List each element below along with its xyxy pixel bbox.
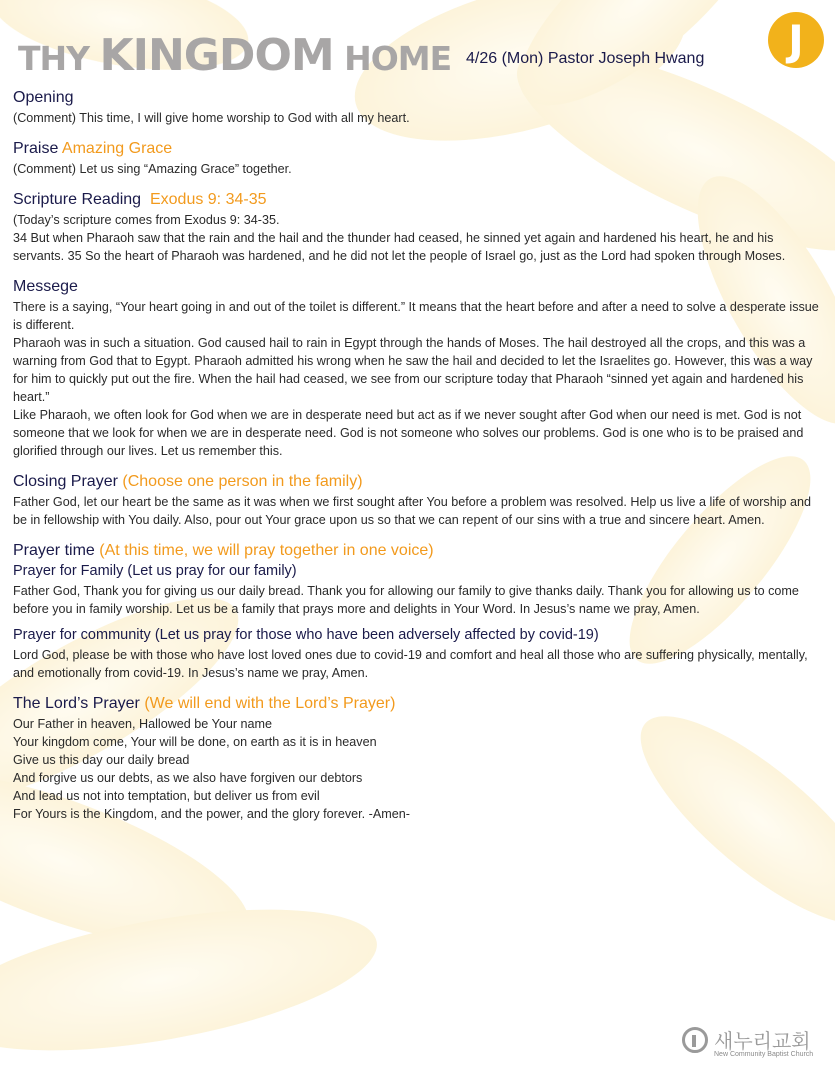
lords-prayer-heading (13, 694, 825, 714)
lords-prayer-line: Your kingdom come, Your will be done, on earth as it is in heaven (13, 735, 377, 749)
closing-prayer-heading (13, 472, 825, 492)
logo-letter: J (788, 16, 804, 65)
message-heading: Messege (13, 278, 78, 295)
closing-prayer-heading-label: Closing Prayer (13, 473, 118, 490)
scripture-heading-label: Scripture Reading (13, 191, 142, 208)
praise-section (13, 139, 825, 178)
opening-text: (Comment) This time, I will give home worship to God with all my heart. (13, 111, 410, 125)
lords-prayer-section (13, 694, 825, 823)
praise-heading (13, 139, 825, 159)
praise-song: Amazing Grace (61, 140, 173, 157)
lords-prayer-line: Give us this day our daily bread (13, 753, 190, 767)
prayer-time-heading-label: Prayer time (13, 542, 95, 559)
message-paragraph: There is a saying, “Your heart going in and out of the toilet is different.” It means that the heart before and after a need to solve a desperate issue is different. (13, 300, 819, 332)
scripture-intro: (Today’s scripture comes from Exodus 9: 34-35. (13, 213, 280, 227)
family-prayer-text: Father God, Thank you for giving us our daily bread. Thank you for allowing our family to give thanks daily. Thank you for allowing us to come before you in family worship. Let us be a family that prays more and delights in Your Word. In Jesus’s name we pray, Amen. (13, 584, 799, 616)
closing-prayer-text: Father God, let our heart be the same as it was when we first sought after You before a problem was resolved. Help us live a life of worship and be in fellowship with You daily. Also, pour out Your grace upon us so that we can repent of our sins with a true and sincere heart. Amen. (13, 495, 812, 527)
title-kingdom: KINGDOM (99, 30, 334, 81)
prayer-time-section (13, 541, 825, 682)
prayer-time-note: (At this time, we will pray together in one voice) (99, 542, 434, 559)
message-paragraph: Pharaoh was in such a situation. God caused hail to rain in Egypt through the hands of Moses. The hail destroyed all the crops, and this was a warning from God that to Egypt. Pharaoh admitted his wrong when he saw the hail and decided to let the Israelites go. However, this was a way for him to quickly put out the fire. When the hail had ceased, we see from our scripture today that Pharaoh “sinned yet again and hardened his heart.” (13, 336, 813, 404)
church-logo-icon (768, 12, 824, 68)
scripture-reference: Exodus 9: 34-35 (149, 191, 267, 208)
opening-heading: Opening (13, 89, 74, 106)
message-paragraph: Like Pharaoh, we often look for God when we are in desperate need but act as if we never sought after God when our need is met. God is not someone that we look for when we are in desperate need. God is not someone who solves our problems. God is one who is to be praised and glorified through our lives. Let us remember this. (13, 408, 804, 458)
church-name-korean: 새누리교회 (714, 1029, 811, 1053)
praise-heading-label: Praise (13, 140, 59, 157)
community-prayer-heading: Prayer for community (Let us pray for those who have been adversely affected by covid-19) (13, 627, 599, 643)
scripture-section (13, 190, 825, 265)
page-title (18, 30, 452, 81)
community-prayer-text: Lord God, please be with those who have lost loved ones due to covid-19 and comfort and heal all those who are suffering physically, mentally, and emotionally from covid-19. In Jesus’s name we pray, Amen. (13, 648, 808, 680)
family-prayer-heading: Prayer for Family (Let us pray for our family) (13, 563, 297, 579)
scripture-heading (13, 190, 825, 210)
closing-prayer-note: (Choose one person in the family) (122, 473, 363, 490)
opening-section (13, 88, 825, 127)
lords-prayer-line: And lead us not into temptation, but deliver us from evil (13, 789, 320, 803)
lords-prayer-note: (We will end with the Lord’s Prayer) (144, 695, 396, 712)
lords-prayer-heading-label: The Lord’s Prayer (13, 695, 140, 712)
scripture-verses: 34 But when Pharaoh saw that the rain and the hail and the thunder had ceased, he sinned yet again and hardened his heart, he and his servants. 35 So the heart of Pharaoh was hardened, and he did not let the people of Israel go, just as the Lord had spoken through Moses. (13, 231, 786, 263)
lords-prayer-line: Our Father in heaven, Hallowed be Your name (13, 717, 273, 731)
church-emblem-icon (682, 1027, 708, 1053)
church-name-english: New Community Baptist Church (714, 1051, 814, 1058)
message-section (13, 277, 825, 460)
closing-prayer-section (13, 472, 825, 529)
worship-content (13, 88, 825, 835)
title-text (18, 30, 452, 81)
lords-prayer-line: For Yours is the Kingdom, and the power, and the glory forever. -Amen- (13, 807, 410, 821)
lords-prayer-line: And forgive us our debts, as we also have forgiven our debtors (13, 771, 363, 785)
church-footer-logo (682, 1025, 830, 1065)
prayer-time-heading (13, 541, 825, 561)
date-pastor: 4/26 (Mon) Pastor Joseph Hwang (466, 50, 705, 67)
title-thy: THY (18, 39, 100, 78)
praise-text: (Comment) Let us sing “Amazing Grace” together. (13, 162, 292, 176)
title-home: HOME (333, 39, 452, 78)
